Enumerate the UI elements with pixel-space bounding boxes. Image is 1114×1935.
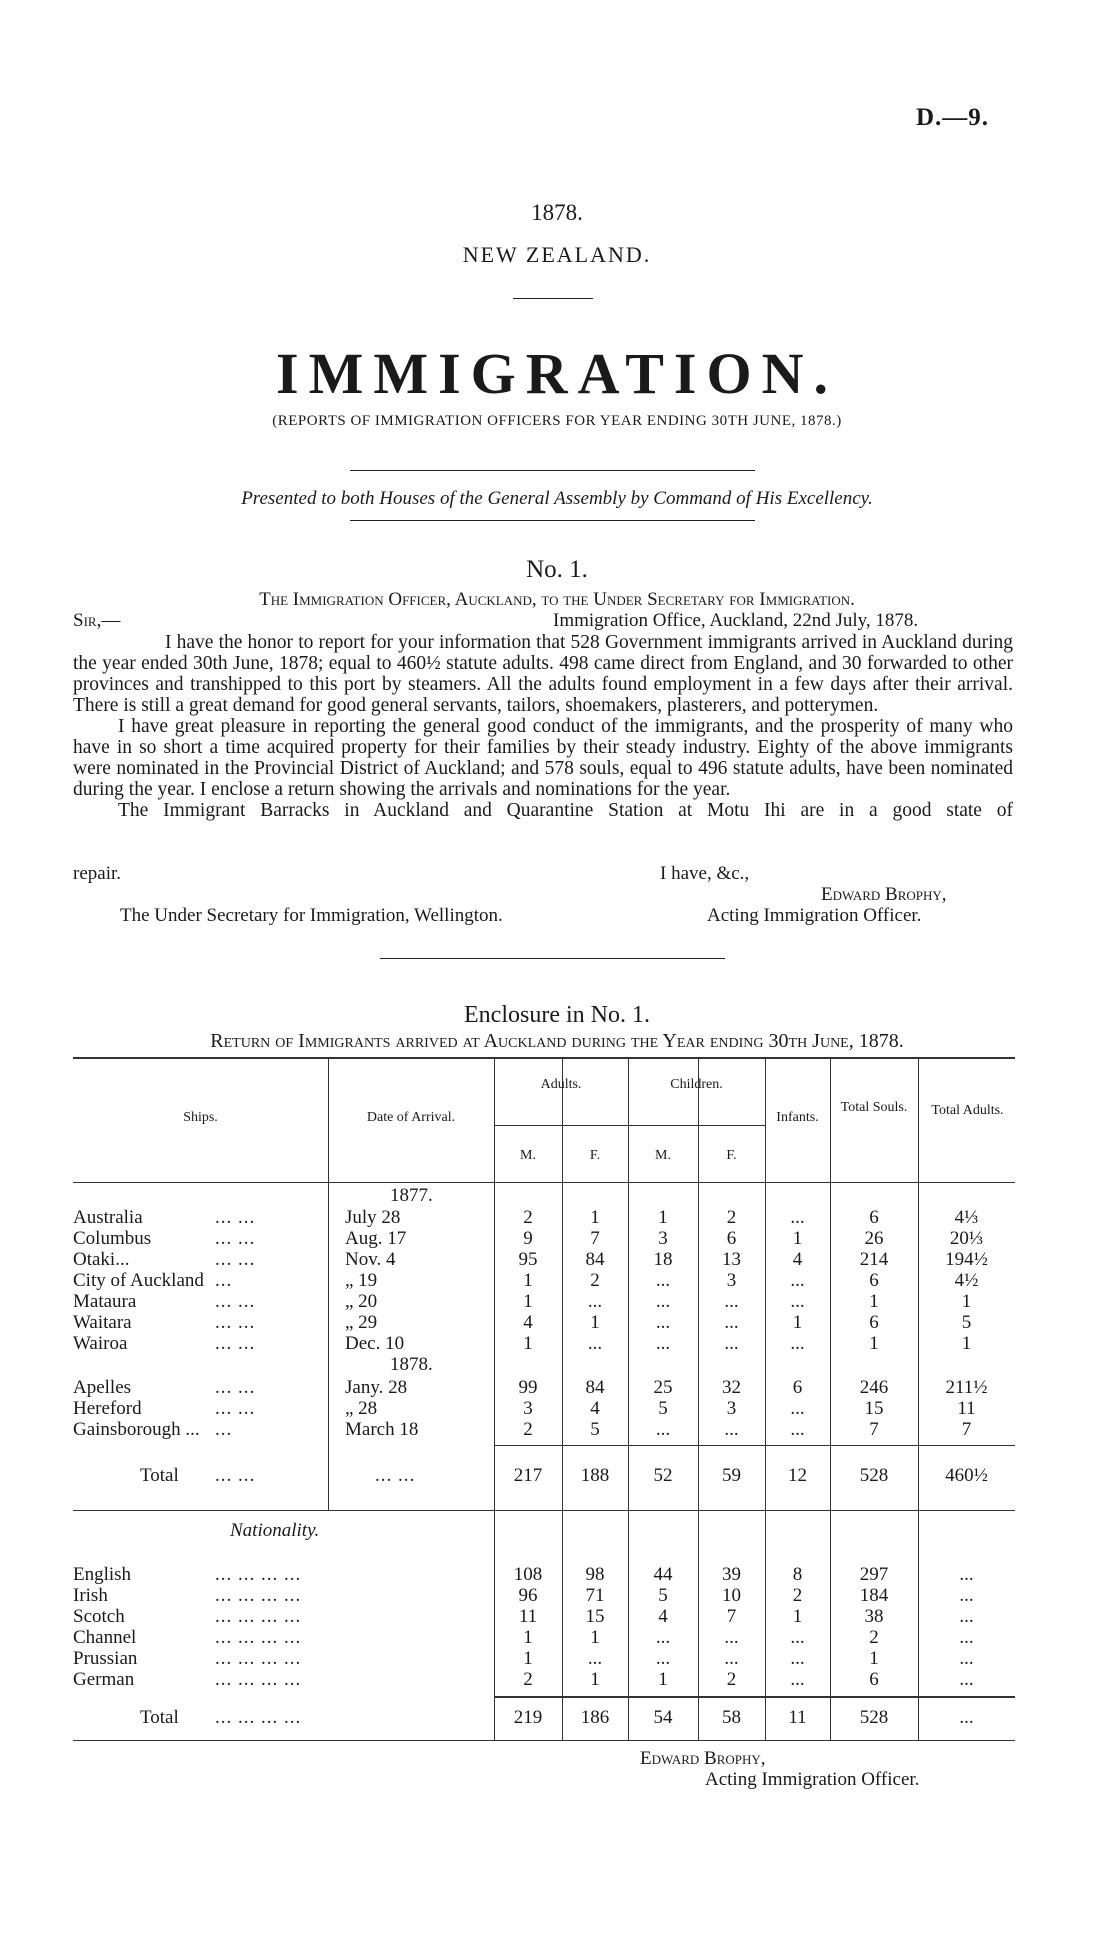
arrival-date: March 18 bbox=[345, 1419, 419, 1440]
cell-souls: 7 bbox=[869, 1419, 879, 1440]
row-leader: ... ... ... ... bbox=[215, 1707, 302, 1728]
total-am: 219 bbox=[513, 1707, 543, 1728]
cell-adults: 4⅓ bbox=[954, 1207, 979, 1228]
cell-cf: ... bbox=[724, 1291, 739, 1312]
cell-inf: 6 bbox=[792, 1377, 803, 1398]
total-souls: 528 bbox=[859, 1465, 889, 1486]
cell-cf: 7 bbox=[726, 1606, 737, 1627]
arrival-date: July 28 bbox=[345, 1207, 401, 1228]
cell-inf: ... bbox=[790, 1333, 805, 1354]
cell-cf: ... bbox=[724, 1648, 739, 1669]
row-label: Channel bbox=[73, 1627, 137, 1648]
cell-am: 1 bbox=[523, 1270, 533, 1291]
divider bbox=[380, 958, 725, 959]
cell-af: 1 bbox=[590, 1312, 600, 1333]
cell-cm: ... bbox=[655, 1333, 671, 1354]
total-cm: 52 bbox=[653, 1465, 673, 1486]
cell-souls: 246 bbox=[859, 1377, 889, 1398]
cell-af: 71 bbox=[585, 1585, 605, 1606]
arrival-date: Jany. 28 bbox=[345, 1377, 408, 1398]
total-am: 217 bbox=[513, 1465, 543, 1486]
arrival-date: Nov. 4 bbox=[345, 1249, 396, 1270]
cell-souls: 214 bbox=[859, 1249, 889, 1270]
divider bbox=[513, 298, 593, 299]
cell-am: 9 bbox=[523, 1228, 533, 1249]
row-label: German bbox=[73, 1669, 135, 1690]
header-infants: Infants. bbox=[776, 1110, 819, 1125]
table-rule bbox=[73, 1510, 1015, 1511]
row-label: City of Auckland bbox=[73, 1270, 204, 1291]
enclosure-title: Enclosure in No. 1. bbox=[464, 1002, 650, 1028]
cell-adults: ... bbox=[959, 1627, 974, 1648]
total-af: 188 bbox=[580, 1465, 610, 1486]
cell-souls: 2 bbox=[869, 1627, 879, 1648]
total-cf: 59 bbox=[722, 1465, 741, 1486]
total-adults: 460½ bbox=[945, 1465, 988, 1486]
arrival-date: Dec. 10 bbox=[345, 1333, 405, 1354]
cell-adults: ... bbox=[959, 1585, 974, 1606]
arrival-date: „ 28 bbox=[345, 1398, 378, 1419]
cell-cf: 3 bbox=[726, 1398, 737, 1419]
row-label: Columbus bbox=[73, 1228, 152, 1249]
row-leader: ... ... bbox=[215, 1465, 256, 1486]
cell-am: 2 bbox=[523, 1207, 533, 1228]
cell-inf: 1 bbox=[792, 1228, 803, 1249]
cell-cf: ... bbox=[724, 1333, 739, 1354]
cell-adults: ... bbox=[959, 1606, 974, 1627]
cell-af: 2 bbox=[590, 1270, 600, 1291]
cell-af: 15 bbox=[585, 1606, 605, 1627]
cell-af: 84 bbox=[585, 1249, 605, 1270]
row-leader: ... bbox=[215, 1270, 233, 1291]
recipient: The Under Secretary for Immigration, Wellington. bbox=[120, 905, 503, 926]
cell-cm: ... bbox=[655, 1419, 671, 1440]
cell-cf: 32 bbox=[722, 1377, 741, 1398]
cell-souls: 26 bbox=[864, 1228, 884, 1249]
signatory-title: Acting Immigration Officer. bbox=[707, 905, 922, 926]
cell-cm: ... bbox=[655, 1627, 671, 1648]
document-title: IMMIGRATION. bbox=[276, 341, 838, 406]
cell-am: 95 bbox=[518, 1249, 538, 1270]
row-leader: ... ... bbox=[215, 1207, 256, 1228]
cell-af: 1 bbox=[590, 1207, 600, 1228]
cell-am: 108 bbox=[513, 1564, 543, 1585]
cell-am: 99 bbox=[518, 1377, 538, 1398]
cell-cm: ... bbox=[655, 1312, 671, 1333]
row-leader: ... ... bbox=[215, 1398, 256, 1419]
cell-adults: 1 bbox=[961, 1333, 972, 1354]
cell-cm: 5 bbox=[658, 1398, 668, 1419]
cell-cf: ... bbox=[724, 1312, 739, 1333]
cell-inf: ... bbox=[790, 1669, 805, 1690]
cell-inf: 4 bbox=[792, 1249, 803, 1270]
cell-cm: 3 bbox=[658, 1228, 668, 1249]
address-line: The Immigration Officer, Auckland, to the Under Secretary for Immigration. bbox=[259, 589, 855, 610]
header-total-adults: Total Adults. bbox=[931, 1103, 1004, 1118]
total-souls: 528 bbox=[859, 1707, 889, 1728]
cell-souls: 297 bbox=[859, 1564, 889, 1585]
header-ships: Ships. bbox=[183, 1110, 218, 1125]
cell-adults: 211½ bbox=[945, 1377, 988, 1398]
cell-af: 5 bbox=[590, 1419, 600, 1440]
cell-souls: 184 bbox=[859, 1585, 889, 1606]
cell-cm: 1 bbox=[658, 1669, 668, 1690]
row-label: Australia bbox=[73, 1207, 143, 1228]
cell-cf: 2 bbox=[726, 1669, 737, 1690]
cell-adults: ... bbox=[959, 1564, 974, 1585]
row-label: Gainsborough ... bbox=[73, 1419, 200, 1440]
cell-af: 1 bbox=[590, 1627, 600, 1648]
cell-am: 96 bbox=[518, 1585, 538, 1606]
year-marker: 1877. bbox=[390, 1185, 433, 1206]
arrival-date: „ 19 bbox=[345, 1270, 378, 1291]
cell-cf: ... bbox=[724, 1419, 739, 1440]
dateline: Immigration Office, Auckland, 22nd July, 1878. bbox=[553, 610, 919, 631]
row-leader: ... ... ... ... bbox=[215, 1564, 302, 1585]
cell-af: 4 bbox=[590, 1398, 600, 1419]
cell-cm: 25 bbox=[653, 1377, 673, 1398]
cell-adults: 20⅓ bbox=[949, 1228, 984, 1249]
cell-inf: ... bbox=[790, 1291, 805, 1312]
header-date: Date of Arrival. bbox=[366, 1110, 456, 1125]
cell-am: 1 bbox=[523, 1627, 533, 1648]
cell-souls: 6 bbox=[869, 1207, 879, 1228]
total-label: Total bbox=[140, 1707, 179, 1728]
cell-inf: 2 bbox=[792, 1585, 803, 1606]
cell-adults: 5 bbox=[961, 1312, 972, 1333]
cell-cm: 44 bbox=[653, 1564, 673, 1585]
cell-af: 7 bbox=[590, 1228, 600, 1249]
cell-af: 1 bbox=[590, 1669, 600, 1690]
arrival-date: „ 20 bbox=[345, 1291, 378, 1312]
row-leader: ... ... bbox=[215, 1249, 256, 1270]
row-leader: ... ... bbox=[215, 1312, 256, 1333]
nationality-heading: Nationality. bbox=[230, 1520, 320, 1541]
page-reference: D.—9. bbox=[915, 104, 989, 131]
header-adults: Adults. bbox=[540, 1077, 582, 1092]
total-cm: 54 bbox=[653, 1707, 673, 1728]
signatory-name: Edward Brophy, bbox=[821, 884, 947, 905]
presented-line: Presented to both Houses of the General Assembly by Command of His Excellency. bbox=[241, 488, 873, 509]
cell-cm: ... bbox=[655, 1270, 671, 1291]
cell-cf: 2 bbox=[726, 1207, 737, 1228]
cell-inf: ... bbox=[790, 1207, 805, 1228]
cell-inf: 1 bbox=[792, 1606, 803, 1627]
cell-cm: ... bbox=[655, 1291, 671, 1312]
total-af: 186 bbox=[580, 1707, 610, 1728]
arrival-date: „ 29 bbox=[345, 1312, 378, 1333]
cell-af: 98 bbox=[585, 1564, 605, 1585]
row-label: Prussian bbox=[73, 1648, 138, 1669]
row-leader: ... ... ... ... bbox=[215, 1585, 302, 1606]
cell-af: 84 bbox=[585, 1377, 605, 1398]
cell-cm: 5 bbox=[658, 1585, 668, 1606]
row-leader: ... ... bbox=[215, 1228, 256, 1249]
cell-souls: 1 bbox=[869, 1333, 879, 1354]
cell-inf: ... bbox=[790, 1627, 805, 1648]
cell-cf: 39 bbox=[722, 1564, 741, 1585]
cell-am: 4 bbox=[523, 1312, 533, 1333]
row-leader: ... ... ... ... bbox=[215, 1648, 302, 1669]
cell-adults: 7 bbox=[961, 1419, 972, 1440]
row-leader: ... ... bbox=[375, 1465, 416, 1486]
row-leader: ... ... ... ... bbox=[215, 1606, 302, 1627]
year-marker: 1878. bbox=[390, 1354, 433, 1375]
divider bbox=[350, 470, 755, 471]
table-rule bbox=[73, 1057, 1015, 1059]
row-leader: ... bbox=[215, 1419, 233, 1440]
cell-souls: 6 bbox=[869, 1669, 879, 1690]
cell-adults: 4½ bbox=[954, 1270, 979, 1291]
salutation: Sir,— bbox=[73, 610, 121, 631]
cell-inf: ... bbox=[790, 1270, 805, 1291]
cell-souls: 6 bbox=[869, 1312, 879, 1333]
total-inf: 12 bbox=[788, 1465, 807, 1486]
header-children-f: F. bbox=[726, 1148, 737, 1163]
cell-af: ... bbox=[587, 1648, 603, 1669]
table-rule bbox=[73, 1740, 1015, 1741]
cell-cm: ... bbox=[655, 1648, 671, 1669]
header-adults-f: F. bbox=[589, 1148, 601, 1163]
cell-inf: 8 bbox=[792, 1564, 803, 1585]
cell-souls: 15 bbox=[864, 1398, 884, 1419]
cell-cf: 13 bbox=[722, 1249, 741, 1270]
cell-af: ... bbox=[587, 1291, 603, 1312]
cell-am: 2 bbox=[523, 1419, 533, 1440]
total-adults: ... bbox=[959, 1707, 974, 1728]
cell-am: 11 bbox=[518, 1606, 538, 1627]
cell-inf: ... bbox=[790, 1398, 805, 1419]
cell-cm: 18 bbox=[653, 1249, 673, 1270]
row-label: Apelles bbox=[73, 1377, 132, 1398]
row-leader: ... ... bbox=[215, 1377, 256, 1398]
closing: I have, &c., bbox=[660, 863, 750, 884]
row-label: Wairoa bbox=[73, 1333, 128, 1354]
row-label: Hereford bbox=[73, 1398, 142, 1419]
cell-cf: 10 bbox=[722, 1585, 741, 1606]
row-label: Mataura bbox=[73, 1291, 137, 1312]
cell-inf: ... bbox=[790, 1648, 805, 1669]
cell-inf: ... bbox=[790, 1419, 805, 1440]
divider bbox=[350, 520, 755, 521]
cell-af: ... bbox=[587, 1333, 603, 1354]
cell-am: 1 bbox=[523, 1291, 533, 1312]
row-label: Scotch bbox=[73, 1606, 125, 1627]
repair-word: repair. bbox=[73, 863, 122, 884]
cell-inf: 1 bbox=[792, 1312, 803, 1333]
row-label: Waitara bbox=[73, 1312, 132, 1333]
cell-souls: 1 bbox=[869, 1648, 879, 1669]
footer-signatory-title: Acting Immigration Officer. bbox=[705, 1769, 920, 1790]
cell-adults: ... bbox=[959, 1669, 974, 1690]
enclosure-subtitle: Return of Immigrants arrived at Auckland during the Year ending 30th June, 1878. bbox=[210, 1030, 904, 1052]
cell-souls: 6 bbox=[869, 1270, 879, 1291]
total-cf: 58 bbox=[722, 1707, 741, 1728]
cell-cf: ... bbox=[724, 1627, 739, 1648]
section-heading: No. 1. bbox=[526, 556, 588, 583]
cell-am: 1 bbox=[523, 1333, 533, 1354]
total-label: Total bbox=[140, 1465, 179, 1486]
row-label: Irish bbox=[73, 1585, 108, 1606]
row-label: English bbox=[73, 1564, 132, 1585]
cell-am: 2 bbox=[523, 1669, 533, 1690]
row-leader: ... ... bbox=[215, 1291, 256, 1312]
country-heading: NEW ZEALAND. bbox=[462, 242, 652, 267]
cell-souls: 38 bbox=[864, 1606, 884, 1627]
document-subtitle: (REPORTS OF IMMIGRATION OFFICERS FOR YEAR ENDING 30TH JUNE, 1878.) bbox=[272, 413, 842, 429]
cell-cf: 6 bbox=[726, 1228, 737, 1249]
row-leader: ... ... ... ... bbox=[215, 1627, 302, 1648]
paragraph: The Immigrant Barracks in Auckland and Quarantine Station at Motu Ihi are in a good state of bbox=[118, 800, 1013, 821]
cell-cm: 4 bbox=[658, 1606, 668, 1627]
cell-souls: 1 bbox=[869, 1291, 879, 1312]
paragraph: I have great pleasure in reporting the general good conduct of the immigrants, and the prosperity of many who have in so short a time acquired property for their families by their steady industry. Eighty of the above immigrants were nominated in the Provincial District of Auckland; and 578 souls, equal to 496 statute adults, have been nominated during the year. I enclose a return showing the arrivals and nominations for the year. bbox=[73, 716, 1013, 800]
header-adults-m: M. bbox=[520, 1148, 536, 1163]
row-label: Otaki... bbox=[73, 1249, 130, 1270]
document-year: 1878. bbox=[531, 200, 583, 225]
row-leader: ... ... ... ... bbox=[215, 1669, 302, 1690]
total-inf: 11 bbox=[788, 1707, 807, 1728]
paragraph: I have the honor to report for your information that 528 Government immigrants arrived in Auckland during the year ended 30th June, 1878; equal to 460½ statute adults. 498 came direct from England, and 30 forwarded to other provinces and transhipped to this port by steamers. All the adults found employment in a few days after their arrival. There is still a great demand for good general servants, tailors, shoemakers, plasterers, and potterymen. bbox=[73, 632, 1013, 716]
header-total-souls: Total Souls. bbox=[840, 1100, 908, 1115]
cell-cm: 1 bbox=[658, 1207, 668, 1228]
cell-adults: 1 bbox=[961, 1291, 972, 1312]
row-leader: ... ... bbox=[215, 1333, 256, 1354]
cell-adults: 11 bbox=[957, 1398, 976, 1419]
letter-body bbox=[73, 632, 1013, 821]
cell-am: 3 bbox=[523, 1398, 533, 1419]
table-rule bbox=[494, 1445, 1015, 1446]
cell-adults: 194½ bbox=[945, 1249, 988, 1270]
cell-adults: ... bbox=[959, 1648, 974, 1669]
footer-signatory-name: Edward Brophy, bbox=[640, 1748, 766, 1769]
cell-am: 1 bbox=[523, 1648, 533, 1669]
table-rule bbox=[494, 1125, 765, 1126]
header-children-m: M. bbox=[655, 1148, 671, 1163]
table-rule bbox=[73, 1182, 1015, 1183]
header-children: Children. bbox=[670, 1077, 723, 1092]
cell-cf: 3 bbox=[726, 1270, 737, 1291]
table-rule bbox=[494, 1696, 1015, 1698]
arrival-date: Aug. 17 bbox=[345, 1228, 407, 1249]
